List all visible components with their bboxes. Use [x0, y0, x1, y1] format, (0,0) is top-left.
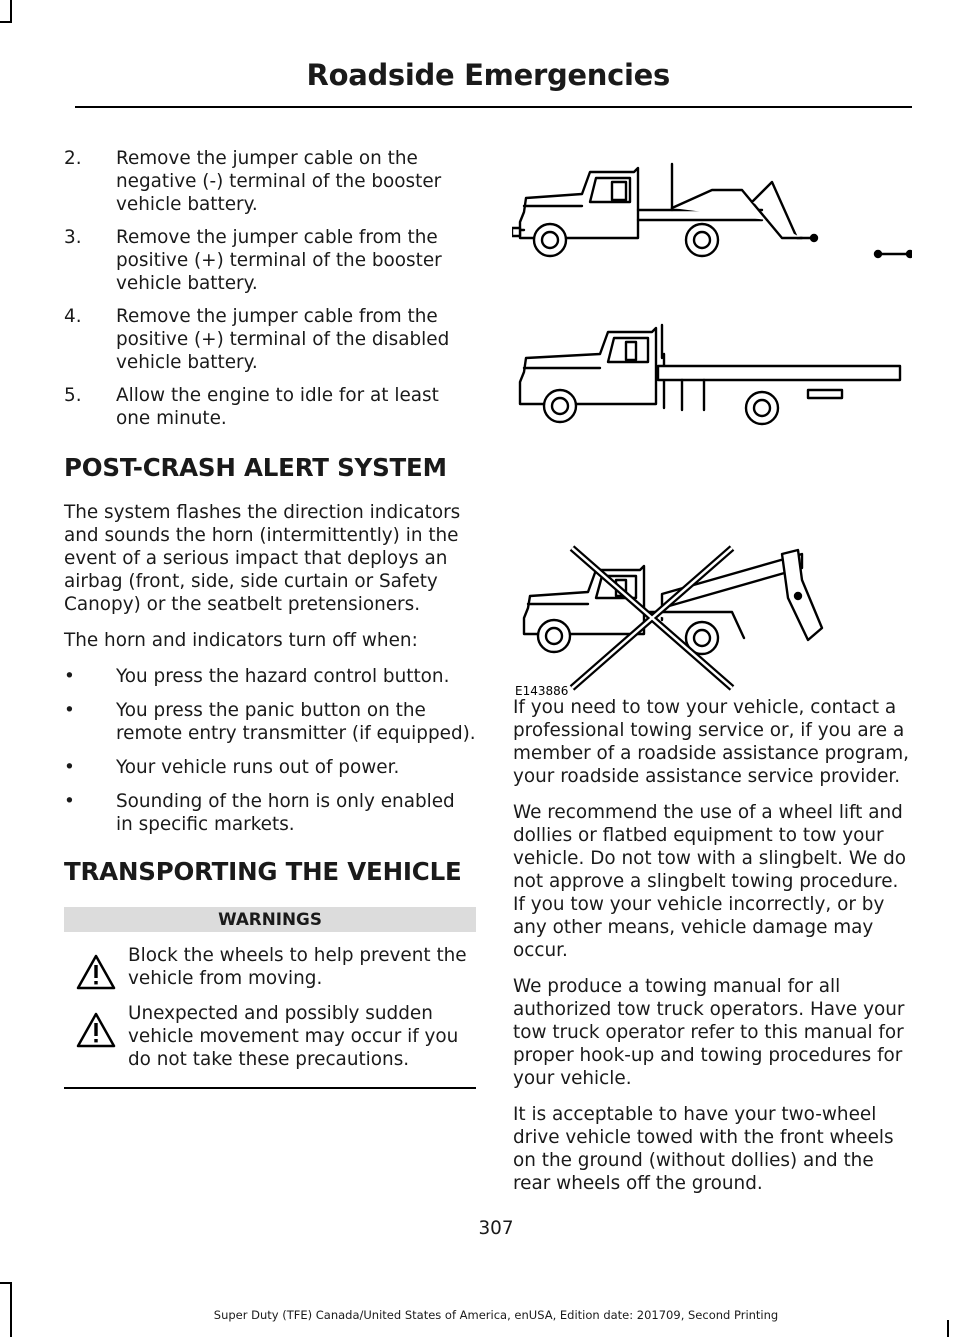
paragraph: It is acceptable to have your two-wheel drive vehicle towed with the front wheels on the ground (without dollies) and the rear wheels off the ground. [513, 1104, 894, 1194]
page-title: Roadside Emergencies [306, 58, 670, 92]
crop-mark [947, 1320, 949, 1337]
figure-code: E143886 [515, 684, 569, 695]
warning-triangle-icon [76, 954, 116, 990]
post-crash-heading: POST-CRASH ALERT SYSTEM [64, 453, 447, 482]
step-item [64, 226, 476, 295]
left-column [64, 147, 476, 1089]
bullet-text: You press the panic button on the remote entry transmitter (if equipped). [116, 700, 476, 744]
post-crash-intro: The system flashes the direction indicators and sounds the horn (intermittently) in the event of a serious impact that deploys an airbag (front, side, side curtain or Safety Canopy) or the seatbelt pretensioners. [64, 502, 461, 615]
step-number: 2. [64, 148, 82, 169]
step-number: 4. [64, 306, 82, 327]
transport-heading: TRANSPORTING THE VEHICLE [64, 857, 462, 886]
jump-start-steps [64, 147, 476, 430]
bullet-item: • Your vehicle runs out of power. [64, 757, 400, 778]
step-text: Allow the engine to idle for at least one minute. [116, 385, 439, 429]
paragraph: We produce a towing manual for all authorized tow truck operators. Have your tow truck operator refer to this manual for proper hook-up and towing procedures for your vehicle. [513, 976, 905, 1089]
warnings-rule [64, 1087, 476, 1089]
step-item [64, 147, 476, 216]
step-text: Remove the jumper cable from the positive (+) terminal of the disabled vehicle battery. [116, 306, 450, 373]
step-number: 3. [64, 227, 82, 248]
step-number: 5. [64, 385, 82, 406]
bullet-item: • Sounding of the horn is only enabled in specific markets. [64, 791, 455, 835]
warning-text: Block the wheels to help prevent the vehicle from moving. [128, 945, 467, 989]
flatbed-truck [520, 325, 900, 424]
bullet-item: • You press the panic button on the remote entry transmitter (if equipped). [64, 700, 476, 744]
bullet-text: You press the hazard control button. [116, 666, 450, 687]
towing-methods-illustration [512, 150, 912, 695]
crop-mark [0, 21, 12, 23]
page-footer: Super Duty (TFE) Canada/United States of America, enUSA, Edition date: 201709, Second Printing [213, 1308, 779, 1322]
warnings-title: WARNINGS [64, 907, 476, 932]
post-crash-lead: The horn and indicators turn off when: [64, 630, 418, 651]
crop-mark [10, 0, 12, 22]
post-crash-bullets [64, 665, 476, 836]
warning-item [64, 1002, 476, 1071]
step-item [64, 305, 476, 374]
warning-triangle-icon [76, 1012, 116, 1048]
bullet-text: Your vehicle runs out of power. [116, 757, 400, 778]
step-text: Remove the jumper cable on the negative (-) terminal of the booster vehicle battery. [116, 148, 442, 215]
paragraph: If you need to tow your vehicle, contact a professional towing service or, if you are a member of a roadside assistance program, your roadside assistance service provider. [513, 697, 909, 787]
warning-item [64, 944, 476, 990]
page-number: 307 [478, 1218, 514, 1239]
crop-mark [0, 1282, 12, 1284]
wheel-lift-truck [512, 164, 912, 257]
header-rule [75, 106, 912, 108]
right-column [513, 696, 913, 1208]
paragraph: We recommend the use of a wheel lift and dollies or flatbed equipment to tow your vehicle. Do not tow with a slingbelt. We do not approve a slingbelt towing procedure. If you tow your vehicle incorrectly, or by any other means, vehicle damage may occur. [513, 802, 907, 961]
step-text: Remove the jumper cable from the positive (+) terminal of the booster vehicle battery. [116, 227, 442, 294]
step-item [64, 384, 476, 430]
bullet-item: • You press the hazard control button. [64, 666, 450, 687]
warning-text: Unexpected and possibly sudden vehicle movement may occur if you do not take these precautions. [128, 1003, 459, 1070]
bullet-text: Sounding of the horn is only enabled in specific markets. [116, 791, 455, 835]
